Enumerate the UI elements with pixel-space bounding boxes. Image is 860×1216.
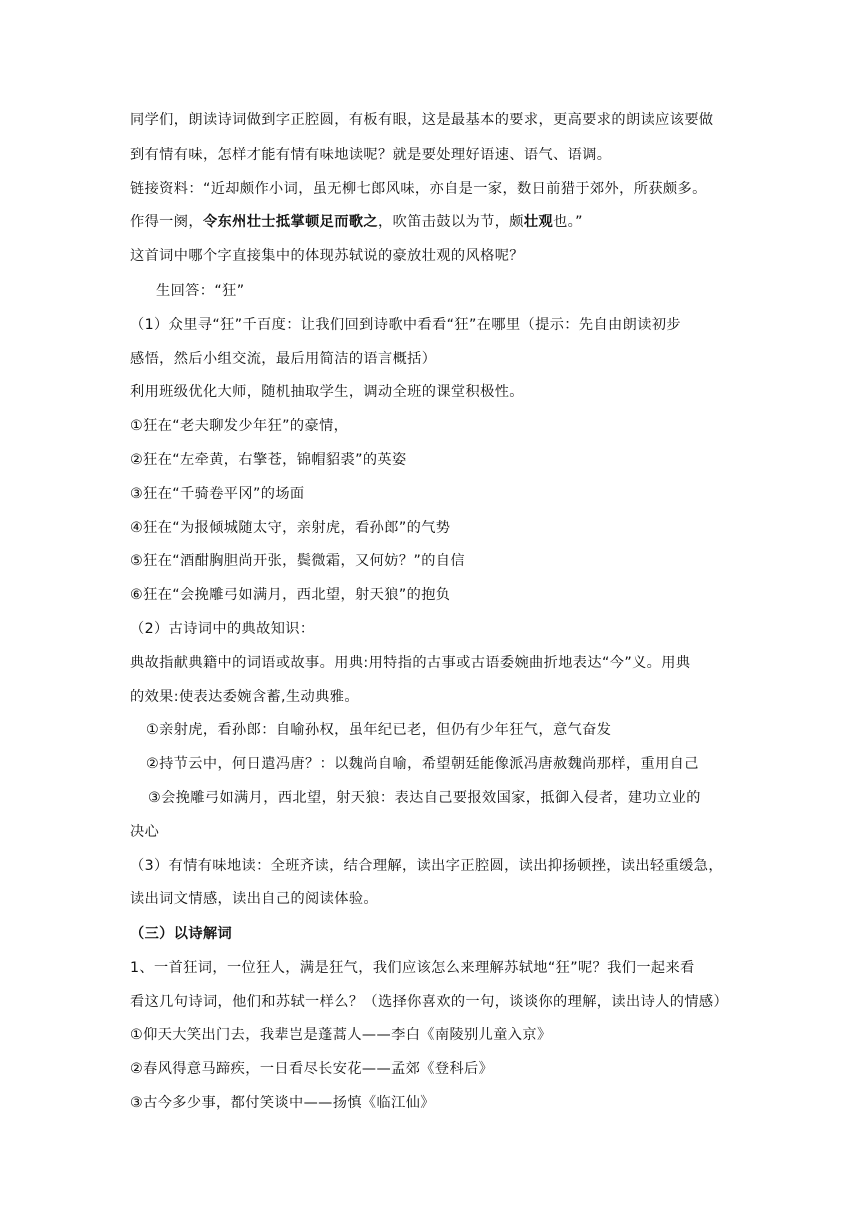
paragraph-line: 这首词中哪个字直接集中的体现苏轼说的豪放壮观的风格呢？ (130, 248, 524, 264)
list-item: ⑥狂在“会挽雕弓如满月，西北望，射天狼”的抱负 (130, 587, 451, 603)
text-normal: 也。” (553, 214, 583, 230)
paragraph-line-mixed (130, 212, 740, 232)
text-bold: 壮观 (523, 214, 554, 230)
paragraph-line: 1、一首狂词，一位狂人，满是狂气，我们应该怎么来理解苏轼地“狂”呢？我们一起来看 (130, 960, 695, 976)
paragraph-line: 决心 (130, 824, 160, 840)
paragraph-line: （2）古诗词中的典故知识： (130, 621, 315, 637)
paragraph-line: （3）有情有味地读：全班齐读，结合理解，读出字正腔圆，读出抑扬顿挫，读出轻重缓急， (130, 858, 723, 874)
paragraph-line: 读出词文情感，读出自己的阅读体验。 (130, 891, 378, 907)
list-item: ③狂在“千骑卷平冈”的场面 (130, 486, 305, 502)
paragraph-line: 利用班级优化大师，随机抽取学生，调动全班的课堂积极性。 (130, 384, 524, 400)
paragraph-line: 感悟，然后小组交流，最后用简洁的语言概括） (130, 351, 437, 367)
list-item: ④狂在“为报倾城随太守，亲射虎，看孙郎”的气势 (130, 520, 451, 536)
text-normal: ，吹笛击鼓以为节，颇 (378, 214, 524, 230)
list-item: ②狂在“左牵黄，右擎苍，锦帽貂裘”的英姿 (130, 452, 407, 468)
section-heading: （三）以诗解词 (130, 926, 233, 942)
text-bold: 令东州壮士抵掌顿足而歌之 (202, 214, 379, 230)
paragraph-line: 同学们，朗读诗词做到字正腔圆，有板有眼，这是最基本的要求，更高要求的朗读应该要做 (130, 112, 714, 128)
paragraph-line: 看这几句诗词，他们和苏轼一样么？（选择你喜欢的一句，谈谈你的理解，读出诗人的情感） (130, 994, 729, 1010)
list-item: ⑤狂在“酒酣胸胆尚开张，鬓微霜，又何妨？”的自信 (130, 553, 465, 569)
paragraph-line: 典故指献典籍中的词语或故事。用典:用特指的古事或古语委婉曲折地表达“今”义。用典 (130, 655, 691, 671)
list-item: ②持节云中，何日遣冯唐？：以魏尚自喻，希望朝廷能像派冯唐赦魏尚那样，重用自己 (146, 756, 699, 772)
list-item: ①仰天大笑出门去，我辈岂是蓬蒿人——李白《南陵别儿童入京》 (130, 1027, 552, 1043)
paragraph-line: 生回答：“狂” (156, 283, 245, 299)
list-item: ③古今多少事，都付笑谈中——扬慎《临江仙》 (130, 1095, 435, 1111)
text-normal: 作得一阕， (130, 214, 203, 230)
list-item: ③会挽雕弓如满月，西北望，射天狼：表达自己要报效国家，抵御入侵者，建功立业的 (148, 790, 701, 806)
paragraph-line: 链接资料：“近却颇作小词，虽无柳七郎风味，亦自是一家，数日前猎于郊外，所获颇多。 (130, 181, 707, 197)
paragraph-line: （1）众里寻“狂”千百度：让我们回到诗歌中看看“狂”在哪里（提示：先自由朗读初步 (130, 317, 681, 333)
list-item: ①狂在“老夫聊发少年狂”的豪情， (130, 418, 349, 434)
paragraph-line: 到有情有味，怎样才能有情有味地读呢？就是要处理好语速、语气、语调。 (130, 147, 612, 163)
list-item: ①亲射虎，看孙郎：自喻孙权，虽年纪已老，但仍有少年狂气，意气奋发 (146, 722, 612, 738)
paragraph-line: 的效果:使表达委婉含蓄,生动典雅。 (130, 689, 359, 705)
list-item: ②春风得意马蹄疾，一日看尽长安花——孟郊《登科后》 (130, 1061, 494, 1077)
